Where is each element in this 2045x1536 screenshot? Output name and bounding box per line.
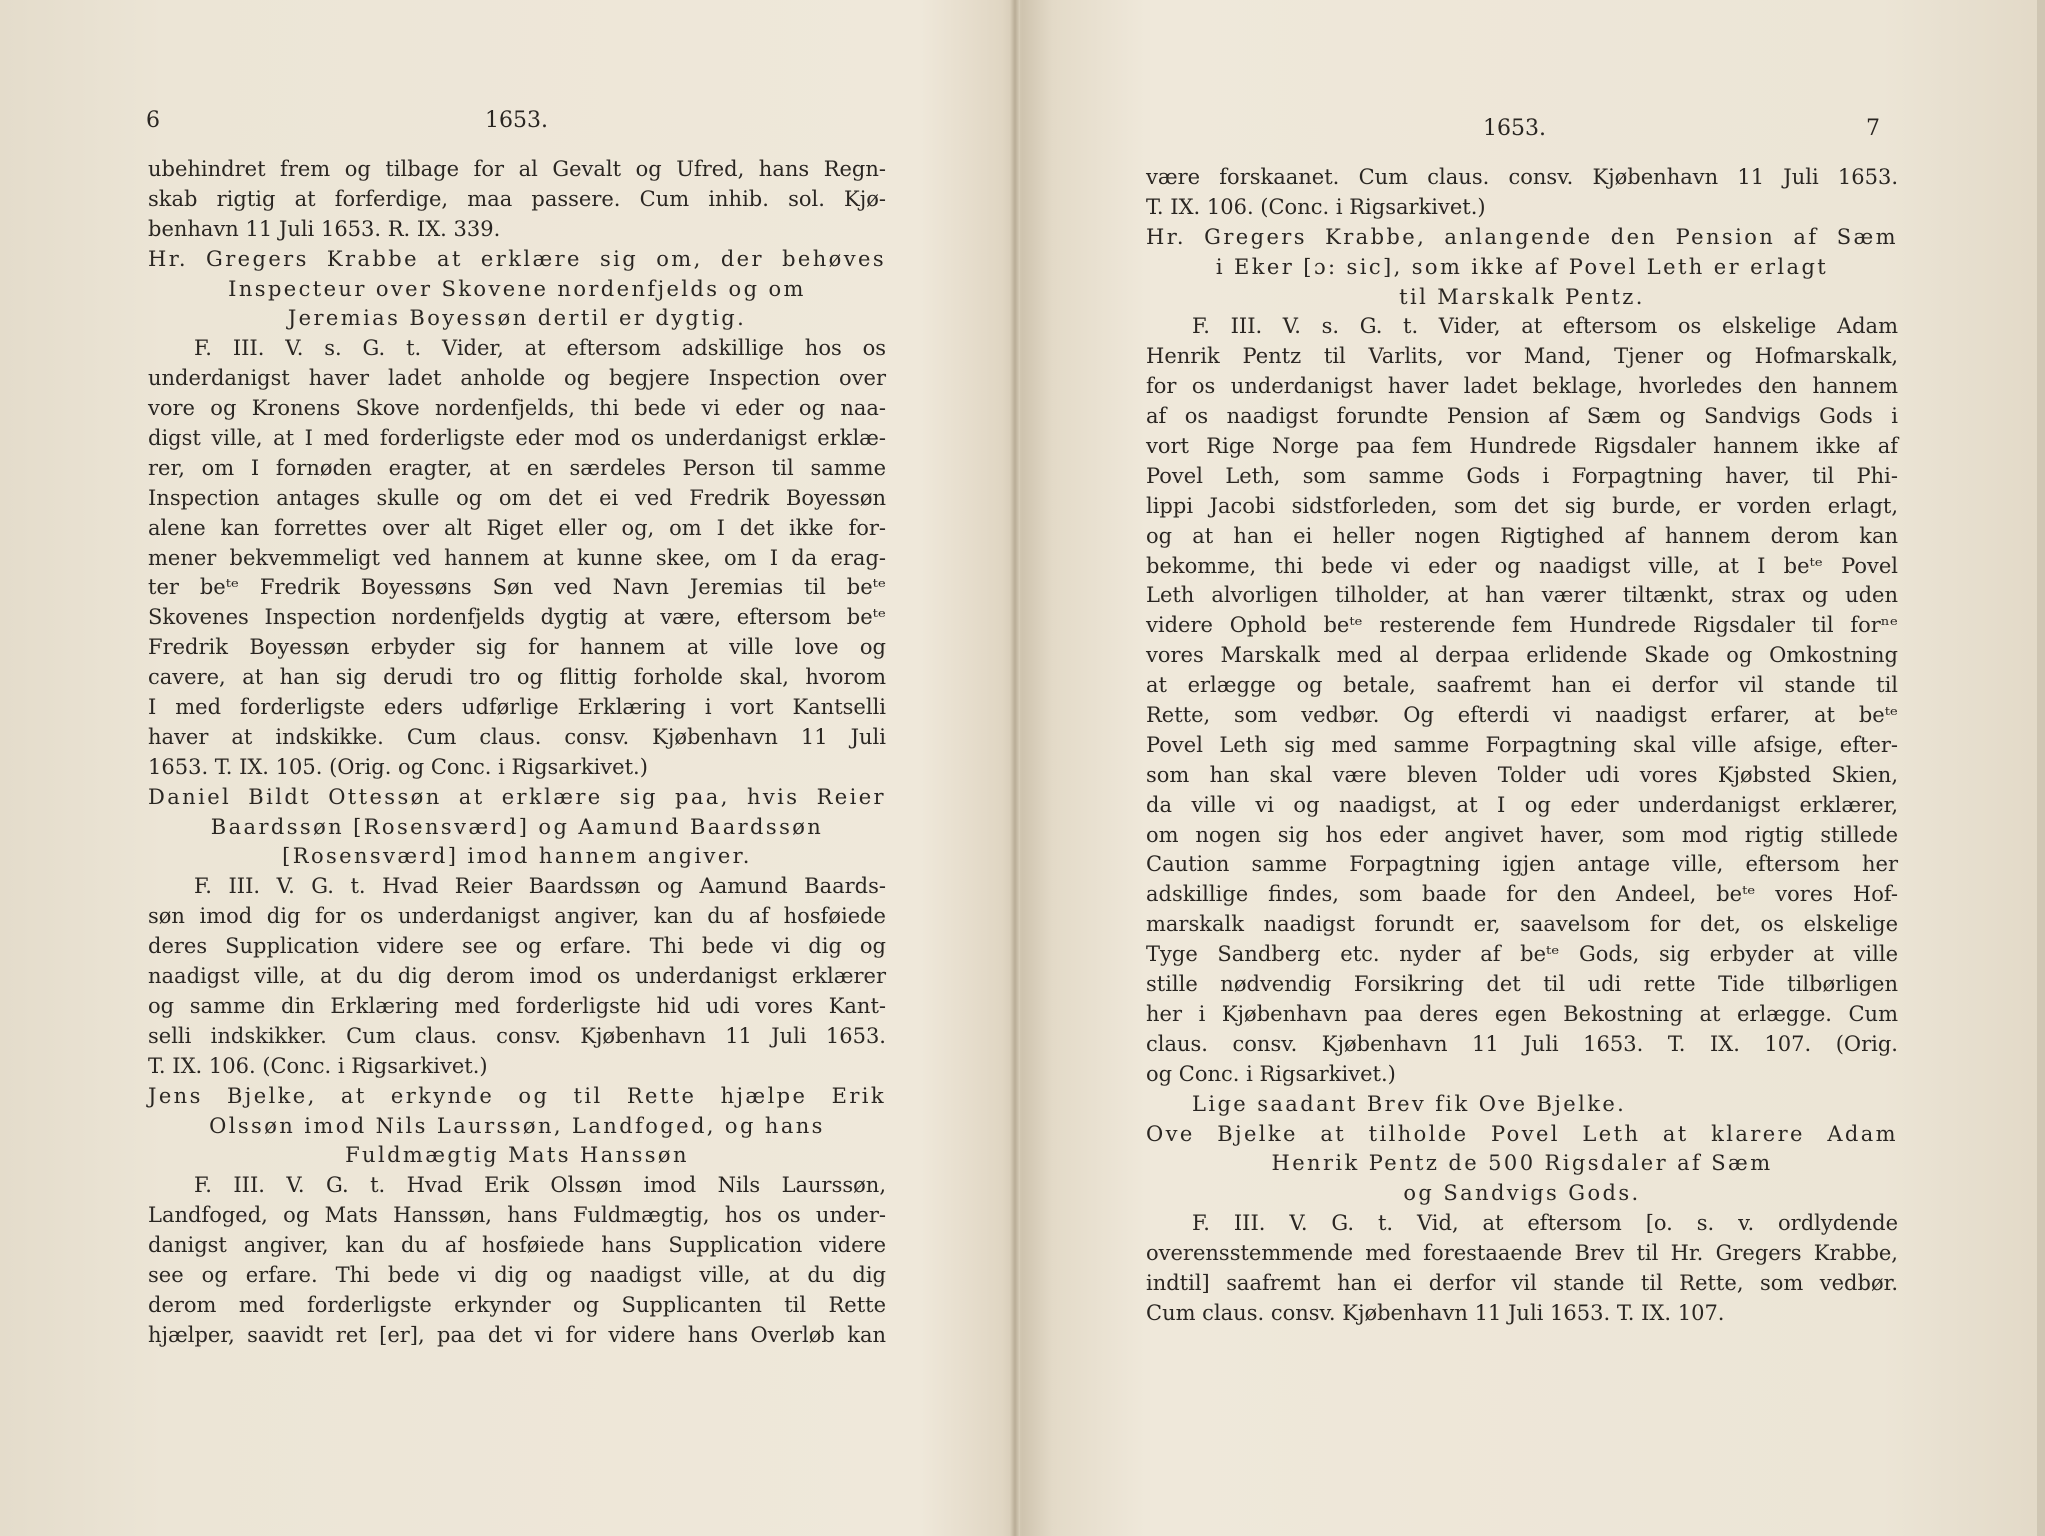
text-line: vort Rige Norge paa fem Hundrede Rigsdaler hannem ikke af	[1146, 434, 1898, 459]
right-page-number: 7	[1866, 116, 1880, 141]
heading-line: i Eker [ɔ: sic], som ikke af Povel Leth er erlagt	[1215, 254, 1829, 279]
text-line: lippi Jacobi sidstforleden, som det sig burde, er vorden erlagt,	[1146, 493, 1898, 518]
text-line: bekomme, thi bede vi eder og naadigst ville, at I beᵗᵉ Povel	[1146, 553, 1898, 578]
page-edge	[2037, 0, 2045, 1536]
text-line: ter beᵗᵉ Fredrik Boyessøns Søn ved Navn Jeremias til beᵗᵉ	[148, 575, 886, 600]
text-line: Povel Leth, som samme Gods i Forpagtning haver, til Phi-	[1146, 463, 1898, 488]
text-line: danigst angiver, kan du af hosføiede hans Supplication videre	[148, 1233, 886, 1258]
text-line: F. III. V. s. G. t. Vider, at eftersom adskillige hos os	[194, 336, 886, 361]
text-line: Leth alvorligen tilholder, at han værer tiltænkt, strax og uden	[1146, 583, 1898, 608]
heading-line: Henrik Pentz de 500 Rigsdaler af Sæm	[1271, 1151, 1773, 1176]
left-page-number: 6	[146, 108, 160, 133]
text-line: naadigst ville, at du dig derom imod os underdanigst erklærer	[148, 964, 886, 989]
heading-line: Daniel Bildt Ottessøn at erklære sig paa, hvis Reier	[148, 784, 886, 809]
text-line: marskalk naadigst forundt er, saavelsom for det, os elskelige	[1146, 912, 1898, 937]
text-line: see og erfare. Thi bede vi dig og naadigst ville, at du dig	[148, 1262, 886, 1287]
text-line: Rette, som vedbør. Og efterdi vi naadigst erfarer, at beᵗᵉ	[1146, 703, 1898, 728]
text-line: derom med forderligste erkynder og Supplicanten til Rette	[148, 1292, 886, 1317]
text-line: og Conc. i Rigsarkivet.)	[1146, 1061, 1396, 1086]
text-line: T. IX. 106. (Conc. i Rigsarkivet.)	[148, 1053, 488, 1078]
text-line: som han skal være bleven Tolder udi vores Kjøbsted Skien,	[1146, 762, 1898, 787]
left-running-head: 1653.	[485, 108, 548, 133]
heading-line: Fuldmægtig Mats Hanssøn	[345, 1143, 689, 1168]
text-line: videre Ophold beᵗᵉ resterende fem Hundrede Rigsdaler til forⁿᵉ	[1146, 613, 1898, 638]
text-line: haver at indskikke. Cum claus. consv. Kjøbenhavn 11 Juli	[148, 724, 886, 749]
text-line: være forskaanet. Cum claus. consv. Kjøbenhavn 11 Juli 1653.	[1146, 165, 1898, 189]
left-page-text	[148, 155, 886, 1351]
heading-line: og Sandvigs Gods.	[1403, 1181, 1641, 1206]
text-line: at erlægge og betale, saafremt han ei derfor vil stande til	[1146, 673, 1898, 698]
heading-line: Lige saadant Brev fik Ove Bjelke.	[1192, 1091, 1627, 1116]
text-line: rer, om I fornøden eragter, at en særdeles Person til samme	[148, 455, 886, 480]
heading-line: Baardssøn [Rosensværd] og Aamund Baardssøn	[210, 814, 824, 839]
text-line: mener bekvemmeligt ved hannem at kunne skee, om I da erag-	[148, 545, 886, 570]
text-line: af os naadigst forundte Pension af Sæm og Sandvigs Gods i	[1146, 404, 1898, 429]
text-line: selli indskikker. Cum claus. consv. Kjøbenhavn 11 Juli 1653.	[148, 1023, 886, 1048]
text-line: her i Kjøbenhavn paa deres egen Bekostning at erlægge. Cum	[1146, 1001, 1898, 1026]
text-line: cavere, at han sig derudi tro og flittig forholde skal, hvorom	[148, 665, 886, 690]
text-line: F. III. V. G. t. Vid, at eftersom [o. s. v. ordlydende	[1192, 1211, 1898, 1236]
text-line: T. IX. 106. (Conc. i Rigsarkivet.)	[1146, 194, 1486, 219]
text-line: for os underdanigst haver ladet beklage, hvorledes den hannem	[1146, 374, 1898, 399]
text-line: F. III. V. s. G. t. Vider, at eftersom os elskelige Adam	[1192, 314, 1898, 339]
text-line: vores Marskalk med al derpaa erlidende Skade og Omkostning	[1146, 643, 1898, 668]
right-page-text	[1146, 163, 1898, 1329]
text-line: alene kan forrettes over alt Riget eller og, om I det ikke for-	[148, 515, 886, 540]
text-line: I med forderligste eders udførlige Erklæring i vort Kantselli	[148, 695, 886, 720]
heading-line: Jens Bjelke, at erkynde og til Rette hjælpe Erik	[148, 1083, 886, 1108]
heading-line: [Rosensværd] imod hannem angiver.	[282, 844, 752, 869]
text-line: Inspection antages skulle og om det ei ved Fredrik Boyessøn	[148, 485, 886, 510]
text-line: 1653. T. IX. 105. (Orig. og Conc. i Rigsarkivet.)	[148, 754, 648, 779]
text-line: om nogen sig hos eder angivet haver, som mod rigtig stillede	[1146, 822, 1898, 847]
text-line: stille nødvendig Forsikring det til udi rette Tide tilbørligen	[1146, 972, 1898, 997]
heading-line: Hr. Gregers Krabbe at erklære sig om, der behøves	[148, 246, 886, 271]
text-line: søn imod dig for os underdanigst angiver, kan du af hosføiede	[148, 904, 886, 929]
text-line: F. III. V. G. t. Hvad Reier Baardssøn og Aamund Baards-	[194, 874, 886, 899]
heading-line: Jeremias Boyessøn dertil er dygtig.	[287, 306, 747, 331]
text-line: Skovenes Inspection nordenfjelds dygtig at være, eftersom beᵗᵉ	[148, 605, 886, 630]
text-line: og samme din Erklæring med forderligste hid udi vores Kant-	[148, 993, 886, 1018]
text-line: indtil] saafremt han ei derfor vil stande til Rette, som vedbør.	[1146, 1270, 1898, 1295]
text-line: skab rigtig at forferdige, maa passere. Cum inhib. sol. Kjø-	[148, 186, 886, 211]
text-line: og at han ei heller nogen Rigtighed af hannem derom kan	[1146, 523, 1898, 548]
text-line: Tyge Sandberg etc. nyder af beᵗᵉ Gods, sig erbyder at ville	[1146, 942, 1898, 967]
text-line: Henrik Pentz til Varlits, vor Mand, Tjener og Hofmarskalk,	[1146, 344, 1898, 369]
text-line: benhavn 11 Juli 1653. R. IX. 339.	[148, 216, 501, 241]
text-line: digst ville, at I med forderligste eder mod os underdanigst erklæ-	[148, 426, 886, 451]
text-line: claus. consv. Kjøbenhavn 11 Juli 1653. T. IX. 107. (Orig.	[1146, 1031, 1898, 1056]
text-line: Cum claus. consv. Kjøbenhavn 11 Juli 1653. T. IX. 107.	[1146, 1300, 1725, 1325]
text-line: F. III. V. G. t. Hvad Erik Olssøn imod Nils Laurssøn,	[194, 1173, 886, 1198]
left-page	[0, 0, 1012, 1536]
text-line: da ville vi og naadigst, at I og eder underdanigst erklærer,	[1146, 792, 1898, 817]
right-page	[1018, 0, 2045, 1536]
text-line: underdanigst haver ladet anholde og begjere Inspection over	[148, 366, 886, 391]
heading-line: Inspecteur over Skovene nordenfjelds og om	[228, 276, 806, 301]
heading-line: til Marskalk Pentz.	[1399, 284, 1645, 309]
heading-line: Ove Bjelke at tilholde Povel Leth at klarere Adam	[1146, 1121, 1898, 1146]
text-line: Povel Leth sig med samme Forpagtning skal ville afsige, efter-	[1146, 732, 1898, 757]
text-line: deres Supplication videre see og erfare. Thi bede vi dig og	[148, 934, 886, 959]
text-line: vore og Kronens Skove nordenfjelds, thi bede vi eder og naa-	[148, 396, 886, 421]
text-line: adskillige findes, som baade for den Andeel, beᵗᵉ vores Hof-	[1146, 882, 1898, 907]
heading-line: Olssøn imod Nils Laurssøn, Landfoged, og hans	[209, 1113, 825, 1138]
right-running-head: 1653.	[1483, 116, 1546, 141]
text-line: Landfoged, og Mats Hanssøn, hans Fuldmægtig, hos os under-	[148, 1203, 886, 1228]
heading-line: Hr. Gregers Krabbe, anlangende den Pension af Sæm	[1146, 224, 1898, 249]
text-line: ubehindret frem og tilbage for al Gevalt og Ufred, hans Regn-	[148, 157, 886, 181]
text-line: Caution samme Forpagtning igjen antage ville, eftersom her	[1146, 852, 1898, 877]
text-line: Fredrik Boyessøn erbyder sig for hannem at ville love og	[148, 635, 886, 660]
text-line: hjælper, saavidt ret [er], paa det vi for videre hans Overløb kan	[148, 1322, 886, 1347]
text-line: overensstemmende med forestaaende Brev til Hr. Gregers Krabbe,	[1146, 1241, 1898, 1266]
